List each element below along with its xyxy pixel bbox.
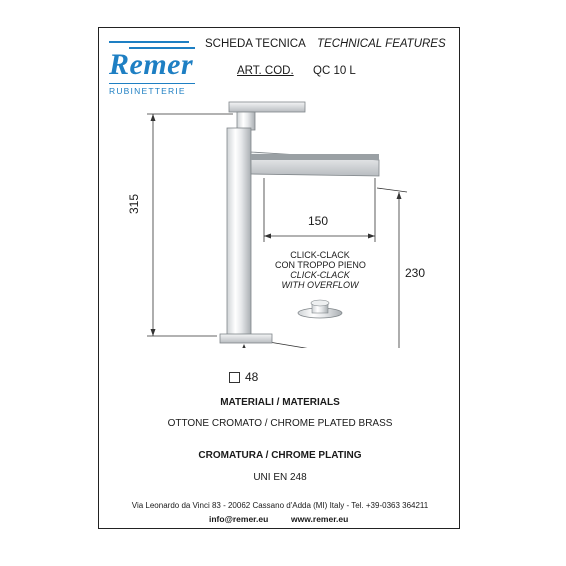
- footer-website[interactable]: www.remer.eu: [291, 514, 349, 524]
- dim-total-height: 315: [127, 193, 141, 214]
- waste-label-it-1: CLICK-CLACK: [290, 250, 350, 260]
- dim-spout-reach: 150: [308, 214, 329, 228]
- waste-label-it-2: CON TROPPO PIENO: [275, 260, 366, 270]
- dim-base: 48: [245, 370, 259, 384]
- faucet-body: [220, 102, 379, 343]
- title-italian: SCHEDA TECNICA: [205, 38, 306, 50]
- technical-sheet: [98, 27, 460, 529]
- art-code-value: QC 10 L: [313, 65, 356, 77]
- plating-value: UNI EN 248: [253, 472, 307, 483]
- materials-heading: MATERIALI / MATERIALS: [220, 397, 340, 408]
- waste-label-en-2: WITH OVERFLOW: [281, 280, 359, 290]
- faucet-drawing: [99, 28, 461, 348]
- logo-subtitle: RUBINETTERIE: [109, 86, 186, 96]
- footer-address: Via Leonardo da Vinci 83 - 20062 Cassano d'Adda (MI) Italy - Tel. +39-0363 364211: [131, 501, 429, 510]
- art-code-label: ART. COD.: [237, 65, 294, 77]
- waste-label-en-1: CLICK-CLACK: [290, 270, 350, 280]
- dimension-lines: [147, 114, 407, 348]
- click-clack-waste-drawing: [298, 300, 342, 318]
- materials-value: OTTONE CROMATO / CHROME PLATED BRASS: [167, 418, 393, 429]
- footer-email[interactable]: info@remer.eu: [209, 514, 269, 524]
- logo-word: Remer: [109, 48, 194, 81]
- plating-heading: CROMATURA / CHROME PLATING: [198, 450, 362, 461]
- title-english: TECHNICAL FEATURES: [317, 38, 446, 50]
- dimension-arrows: [151, 114, 402, 348]
- dim-spout-height: 230: [405, 266, 426, 280]
- square-section-icon: [229, 372, 240, 383]
